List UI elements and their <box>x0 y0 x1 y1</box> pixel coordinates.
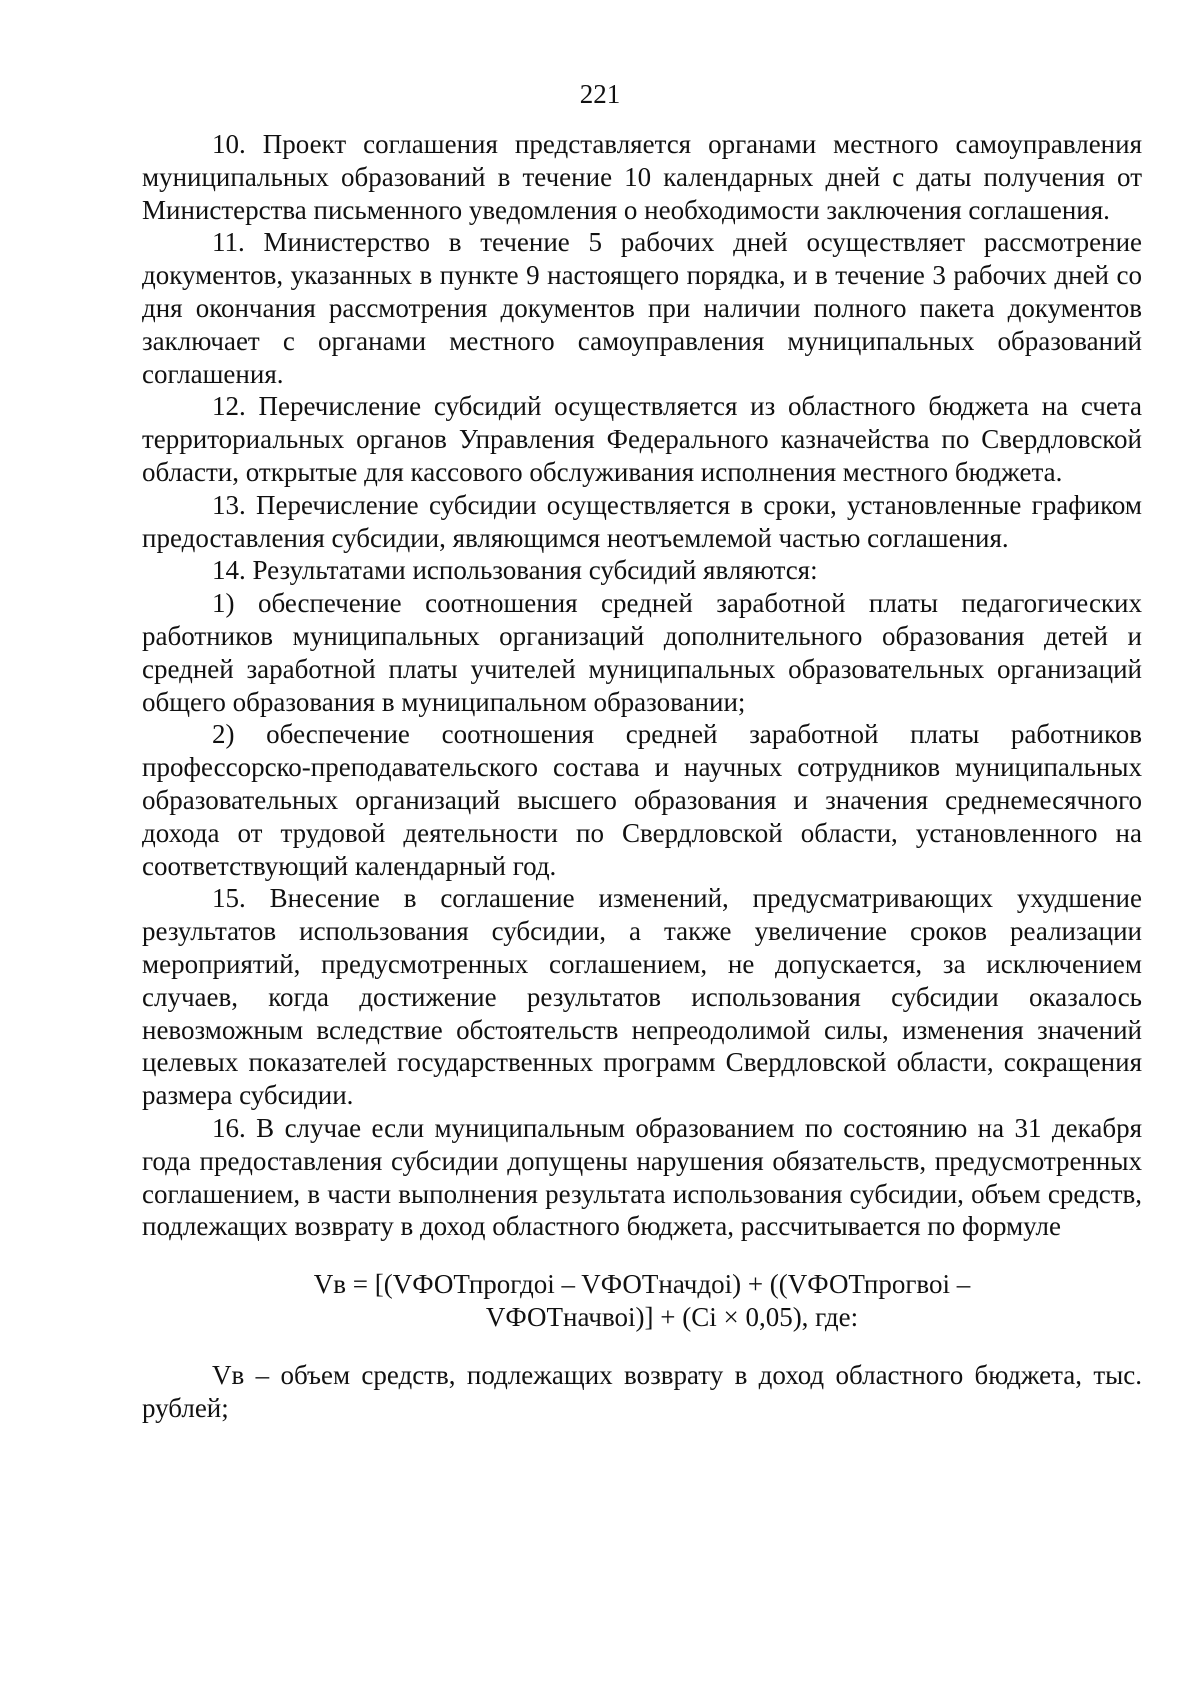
paragraph-16: 16. В случае если муниципальным образованием по состоянию на 31 декабря года предоставления субсидии допущены нарушения обязательств, предусмотренных соглашением, в части выполнения результата использования субсидии, объем средств, подлежащих возврату в доход областного бюджета, рассчитывается по формуле <box>142 1112 1142 1242</box>
definition-vv: Vв – объем средств, подлежащих возврату в доход областного бюджета, тыс. рублей; <box>142 1360 1142 1423</box>
paragraph-13: 13. Перечисление субсидии осуществляется в сроки, установленные графиком предоставления субсидии, являющимся неотъемлемой частью соглашения. <box>142 489 1142 553</box>
paragraph-14: 14. Результатами использования субсидий являются: <box>212 555 818 586</box>
paragraph-14-item-2: 2) обеспечение соотношения средней заработной платы работников профессорско-преподавательского состава и научных сотрудников муниципальных образовательных организаций высшего образования и значения среднемесячного дохода от трудовой деятельности по Свердловской области, установленного на соответствующий календарный год. <box>142 719 1142 881</box>
paragraph-10: 10. Проект соглашения представляется органами местного самоуправления муниципальных образований в течение 10 календарных дней с даты получения от Министерства письменного уведомления о необходимости заключения соглашения. <box>142 129 1142 225</box>
formula-line-2: VФОТначвоi)] + (Ci × 0,05), где: <box>485 1302 859 1333</box>
paragraph-14-item-1: 1) обеспечение соотношения средней заработной платы педагогических работников муниципальных организаций дополнительного образования детей и средней заработной платы учителей муниципальных образовательных организаций общего образования в муниципальном образовании; <box>142 588 1142 717</box>
paragraph-12: 12. Перечисление субсидий осуществляется из областного бюджета на счета территориальных органов Управления Федерального казначейства по Свердловской области, открытые для кассового обслуживания исполнения местного бюджета. <box>142 391 1142 487</box>
document-body <box>142 128 1142 1425</box>
page-number: 221 <box>579 79 621 109</box>
formula-line-1: Vв = [(VФОТпрогдоi – VФОТначдоi) + ((VФОТпрогвоi – <box>313 1269 971 1300</box>
paragraph-15: 15. Внесение в соглашение изменений, предусматривающих ухудшение результатов использования субсидии, а также увеличение сроков реализации мероприятий, предусмотренных соглашением, не допускается, за исключением случаев, когда достижение результатов использования субсидии оказалось невозможным вследствие обстоятельств непреодолимой силы, изменения значений целевых показателей государственных программ Свердловской области, сокращения размера субсидии. <box>142 883 1142 1111</box>
return-volume-formula <box>142 1268 1142 1334</box>
paragraph-11: 11. Министерство в течение 5 рабочих дней осуществляет рассмотрение документов, указанных в пункте 9 настоящего порядка, и в течение 3 рабочих дней со дня окончания рассмотрения документов при наличии полного пакета документов заключает с органами местного самоуправления муниципальных образований соглашения. <box>142 227 1142 389</box>
